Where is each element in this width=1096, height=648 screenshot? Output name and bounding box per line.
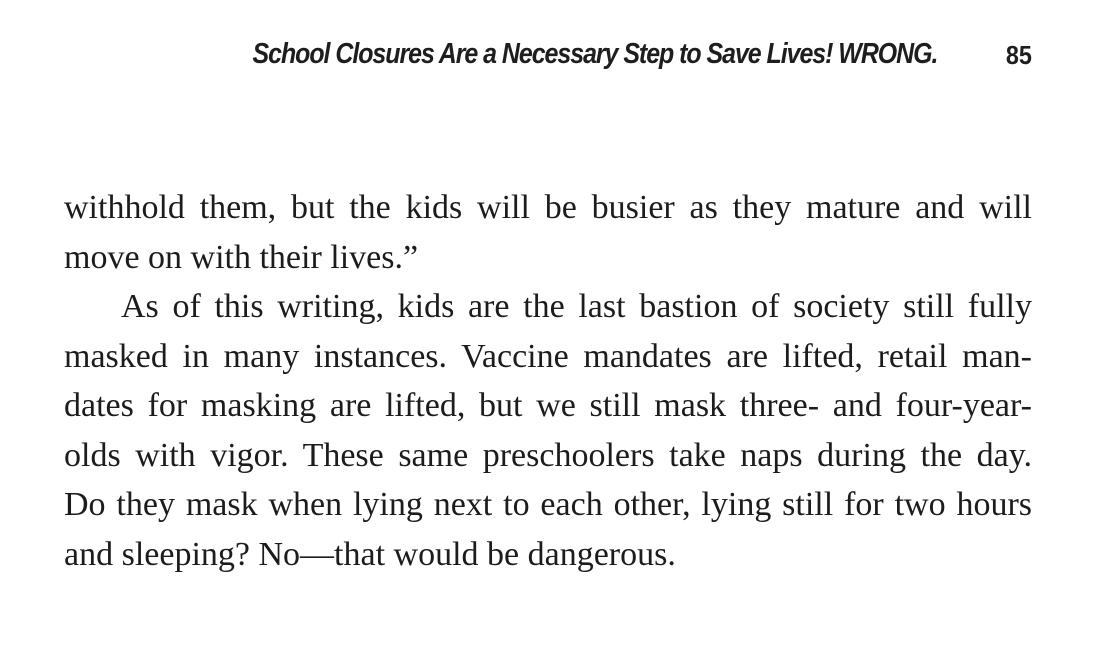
paragraph-continued [64, 183, 1032, 282]
running-header [64, 34, 1032, 78]
page-number: 85 [1005, 40, 1032, 70]
text-line: olds with vigor. These same preschoolers take naps during the day. [64, 436, 1032, 474]
text-line: move on with their lives.” [64, 238, 419, 276]
running-title: School Closures Are a Necessary Step to Save Lives! WRONG. [252, 38, 937, 70]
text-line: As of this writing, kids are the last bastion of society still fully [121, 288, 1032, 325]
body-text [64, 183, 1032, 579]
text-line: dates for masking are lifted, but we still mask three- and four-year- [64, 387, 1032, 424]
text-line: withhold them, but the kids will be busier as they mature and will [64, 189, 1032, 226]
text-line: and sleeping? No—that would be dangerous. [64, 535, 676, 573]
text-line: masked in many instances. Vaccine mandates are lifted, retail man- [64, 337, 1032, 375]
paragraph [64, 282, 1032, 579]
text-line: Do they mask when lying next to each other, lying still for two hours [64, 486, 1032, 523]
